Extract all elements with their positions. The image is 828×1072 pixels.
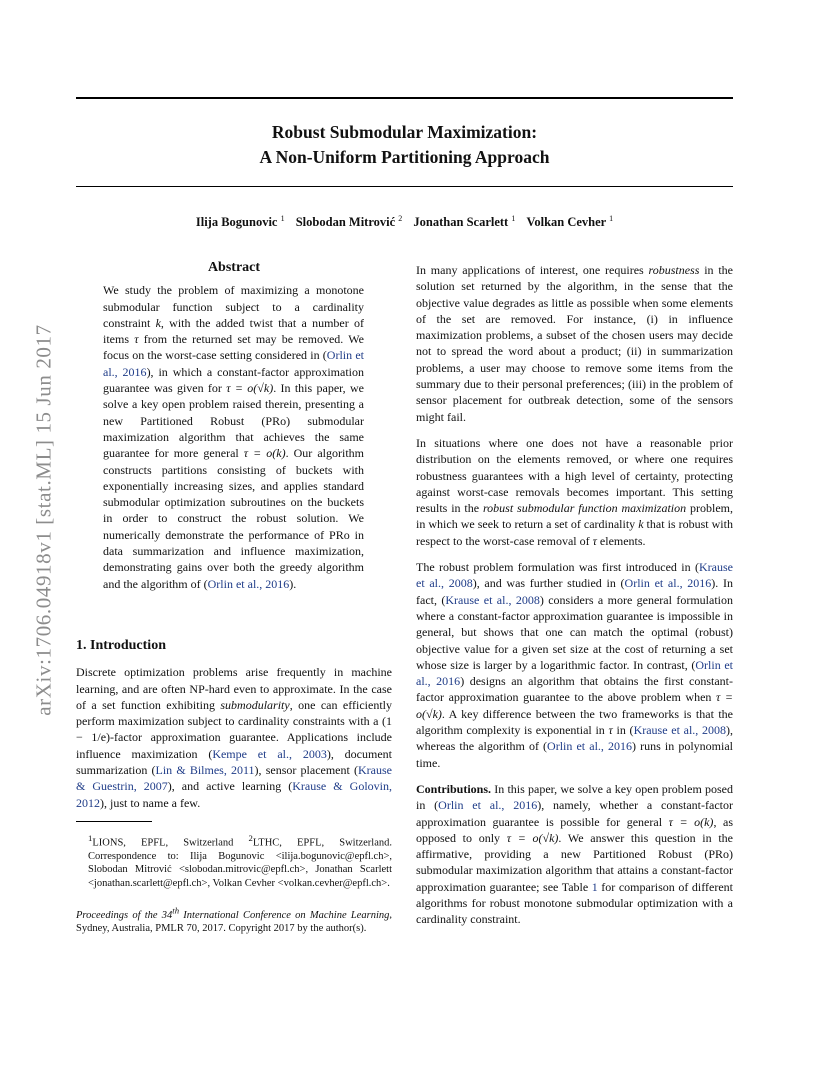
citation-link[interactable]: Orlin et al., 2016 <box>103 348 364 379</box>
citation-link[interactable]: Krause et al., 2008 <box>445 592 540 607</box>
abstract-body: We study the problem of maximizing a monotone submodular function subject to a cardinality constraint k, with the added twist that a number of items τ from the returned set may be removed. We focus on the worst-case setting considered in (Orlin et al., 2016), in which a constant-factor approximation guarantee was given for τ = o(√k). In this paper, we solve a key open problem raised therein, presenting a new Partitioned Robust (PRo) submodular maximization algorithm that achieves the same guarantee for more general τ = o(k). Our algorithm constructs partitions consisting of buckets with exponentially increasing sizes, and applies standard submodular optimization subroutines on the buckets in order to construct the robust solution. We numerically demonstrate the performance of PRo in data summarization and influence maximization, demonstrating gains over both the greedy algorithm and the algorithm of (Orlin et al., 2016). <box>103 283 365 591</box>
citation-link[interactable]: Kempe et al., 2003 <box>212 746 327 761</box>
left-column <box>76 260 392 936</box>
citation-link[interactable]: Krause et al., 2008 <box>633 723 726 738</box>
author: Slobodan Mitrović $^2$ <box>295 214 403 230</box>
citation-link[interactable]: Orlin et al., 2016 <box>438 798 538 813</box>
citation-link[interactable]: Orlin et al., 2016 <box>207 576 290 591</box>
author: Jonathan Scarlett $^1$ <box>413 214 516 230</box>
citation-link[interactable]: Orlin et al., 2016 <box>547 739 633 754</box>
author: Ilija Bogunovic $^1$ <box>195 214 285 230</box>
author: Volkan Cevher $^1$ <box>526 214 614 230</box>
citation-link[interactable]: Krause & Golovin, 2012 <box>76 779 392 810</box>
citation-link[interactable]: Lin & Bilmes, 2011 <box>155 763 255 778</box>
author-list <box>76 214 733 230</box>
citation-link[interactable]: Orlin et al., 2016 <box>624 576 712 591</box>
top-rule <box>76 97 733 99</box>
right-column <box>416 262 733 938</box>
title-line-1: Robust Submodular Maximization: <box>271 122 538 142</box>
paper-title <box>76 120 733 170</box>
abstract-heading: Abstract <box>207 260 261 275</box>
citation-link[interactable]: Orlin et al., 2016 <box>416 657 733 689</box>
body-paragraph: The robust problem formulation was first introduced in (Krause et al., 2008), and was further studied in (Orlin et al., 2016). In fact, (Krause et al., 2008) considers a more general formulation where a constant-factor approximation guarantee is impossible in general, but shows that one can match the optimal (robust) objective value for a given set size at the cost of returning a set whose size is larger by a logarithmic factor. In contrast, (Orlin et al., 2016) designs an algorithm that obtains the first constant-factor approximation guarantee to the above problem when τ = o(√k). A key difference between the two frameworks is that the algorithm complexity is exponential in τ in (Krause et al., 2008), whereas the algorithm of (Orlin et al., 2016) runs in polynomial time. <box>416 560 734 770</box>
contributions-paragraph: Contributions. In this paper, we solve a key open problem posed in (Orlin et al., 2016), namely, whether a constant-factor approximation guarantee is possible for general τ = o(k), as opposed to only τ = o(√k). We answer this question in the affirmative, providing a new Partitioned Robust (PRo) submodular maximization algorithm that attains a constant-factor approximation guarantee; see Table 1 for comparison of different algorithms for robust monotone submodular optimization with a cardinality constraint. <box>416 781 733 927</box>
footnote-rule <box>76 821 152 822</box>
affiliation-footnote: $^1$LIONS, EPFL, Switzerland $^2$LTHC, EPFL, Switzerland. Correspondence to: Ilija Bogunovic <ilija.bogunovic@epfl.ch>, Slobodan Mitrović <slobodan.mitrovic@epfl.ch>, Jonathan Scarlett <jonathan.scarlett@epfl.ch>, Volkan Cevher <volkan.cevher@epfl.ch>. <box>88 832 393 889</box>
table-ref-link[interactable]: 1 <box>591 879 598 894</box>
section-heading-introduction: 1. Introduction <box>76 637 166 653</box>
body-paragraph: In situations where one does not have a reasonable prior distribution on the elements removed, or where one requires robustness guarantees with a high level of certainty, protecting against worst-case removals becomes important. This setting results in the robust submodular function maximization problem, in which we seek to return a set of cardinality k that is robust with respect to the worst-case removal of τ elements. <box>416 435 734 548</box>
intro-paragraph: Discrete optimization problems arise frequently in machine learning, and are often NP-hard even to approximate. In the case of a set function exhibiting submodularity, one can efficiently perform maximization subject to cardinality constraints with a (1 − 1/e)-factor approximation guarantee. Applications include influence maximization (Kempe et al., 2003), document summarization (Lin & Bilmes, 2011), sensor placement (Krause & Guestrin, 2007), and active learning (Krause & Golovin, 2012), just to name a few. <box>76 665 392 810</box>
arxiv-stamp: arXiv:1706.04918v1 [stat.ML] 15 Jun 2017 <box>31 324 56 716</box>
title-rule <box>76 186 733 187</box>
citation-link[interactable]: Krause & Guestrin, 2007 <box>76 763 392 794</box>
citation-link[interactable]: Krause et al., 2008 <box>416 560 733 591</box>
body-paragraph: In many applications of interest, one requires robustness in the solution set returned by the algorithm, in the sense that the objective value degrades as little as possible when some elements of the set are removed. For instance, (i) in influence maximization problems, a subset of the chosen users may decide not to spread the word about a product; (ii) in summarization problems, a user may choose to remove some items from the summary due to their personal preferences; (iii) in the problem of sensor placement for outbreak detection, some of the sensors might fail. <box>416 263 733 424</box>
title-line-2: A Non-Uniform Partitioning Approach <box>259 147 550 167</box>
proceedings-note: Proceedings of the 34th International Conference on Machine Learning, Sydney, Australia, PMLR 70, 2017. Copyright 2017 by the author(s). <box>76 905 392 935</box>
